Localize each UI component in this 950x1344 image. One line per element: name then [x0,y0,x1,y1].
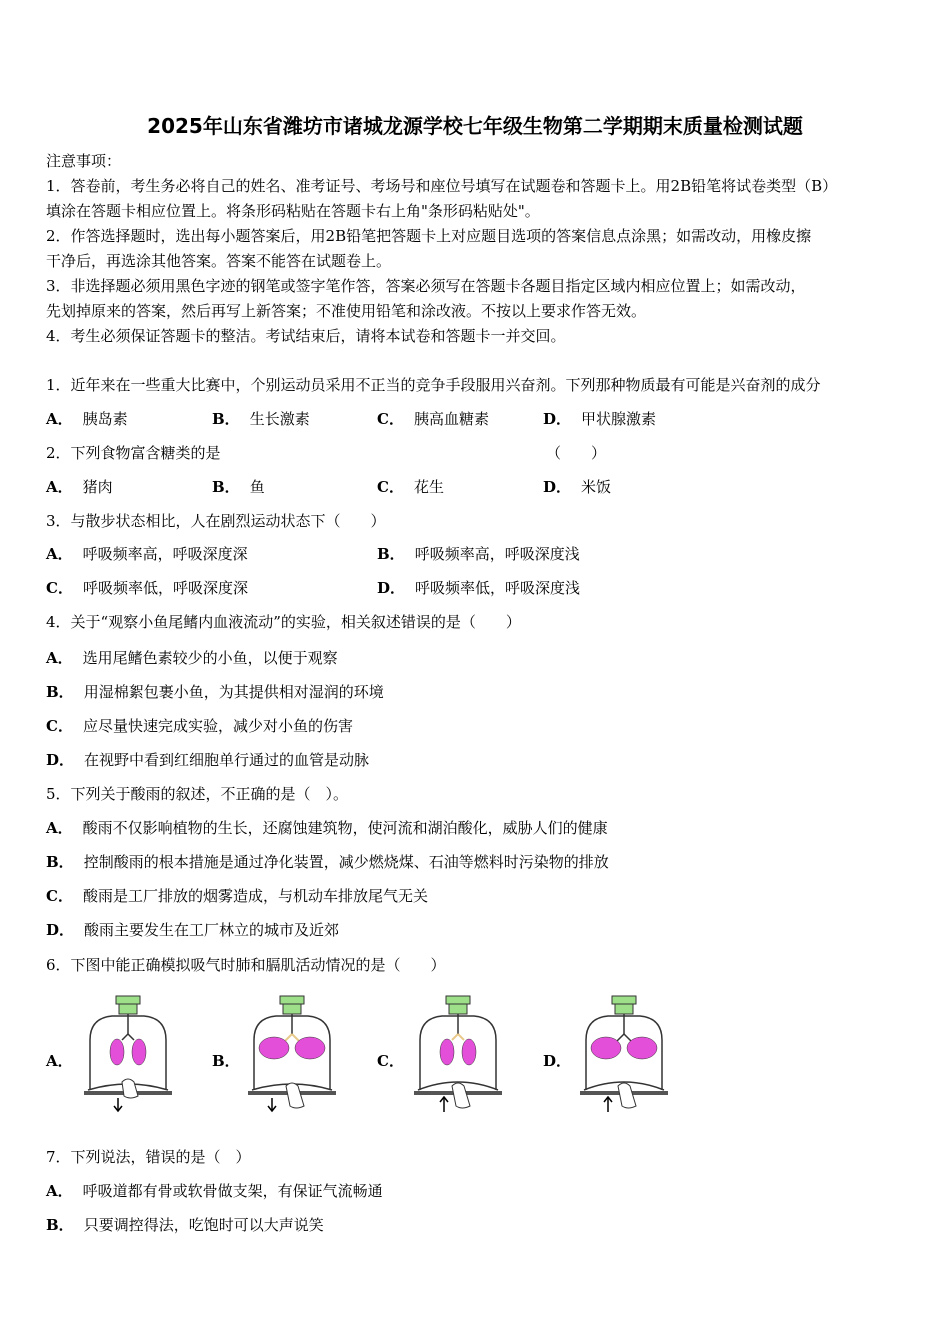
question-2-stem: 2．下列食物富含糖类的是 [46,444,221,462]
question-1-stem: 1．近年来在一些重大比赛中，个别运动员采用不正当的竞争手段服用兴奋剂。下列那种物质最有可能是兴奋剂的成分 [46,376,821,394]
notice-line: 4．考生必须保证答题卡的整洁。考试结束后，请将本试卷和答题卡一并交回。 [46,327,566,345]
bell-jar-lung-model-b [246,990,338,1115]
q1-option-b: B． 生长激素 [212,410,310,428]
q1-option-c: C． 胰高血糖素 [377,410,489,428]
notice-line: 干净后，再选涂其他答案。答案不能答在试题卷上。 [46,252,392,270]
q6-figure-label-d: D． [543,1052,572,1070]
q4-option-c: C． 应尽量快速完成实验，减少对小鱼的伤害 [46,717,353,735]
q1-option-a: A． 胰岛素 [46,410,128,428]
q3-option-c: C． 呼吸频率低，呼吸深度深 [46,579,248,597]
notice-heading: 注意事项： [46,152,122,170]
question-7-stem: 7．下列说法，错误的是（ ） [46,1148,251,1166]
q2-option-c: C． 花生 [377,478,444,496]
question-3-stem: 3．与散步状态相比，人在剧烈运动状态下（ ） [46,512,386,530]
q5-option-c: C． 酸雨是工厂排放的烟雾造成，与机动车排放尾气无关 [46,887,428,905]
q3-option-d: D． 呼吸频率低，呼吸深度浅 [377,579,581,597]
notice-line: 2．作答选择题时，选出每小题答案后，用2B铅笔把答题卡上对应题目选项的答案信息点涂黑；如需改动，用橡皮擦 [46,227,812,245]
q7-option-a: A． 呼吸道都有骨或软骨做支架，有保证气流畅通 [46,1182,383,1200]
q3-option-b: B． 呼吸频率高，呼吸深度浅 [377,545,580,563]
q4-option-a: A． 选用尾鳍色素较少的小鱼，以便于观察 [46,649,338,667]
question-6-stem: 6．下图中能正确模拟吸气时肺和膈肌活动情况的是（ ） [46,956,446,974]
q5-option-a: A． 酸雨不仅影响植物的生长，还腐蚀建筑物，使河流和湖泊酸化，威胁人们的健康 [46,819,608,837]
bell-jar-lung-model-a [82,990,174,1115]
q6-figure-label-a: A． [46,1052,73,1070]
q4-option-b: B． 用湿棉絮包裹小鱼，为其提供相对湿润的环境 [46,683,384,701]
q1-option-d: D． 甲状腺激素 [543,410,657,428]
q3-option-a: A． 呼吸频率高，呼吸深度深 [46,545,248,563]
question-4-stem: 4．关于“观察小鱼尾鳍内血液流动”的实验，相关叙述错误的是（ ） [46,613,521,631]
page-title: 2025年山东省潍坊市诸城龙源学校七年级生物第二学期期末质量检测试题 [147,114,803,138]
q4-option-d: D． 在视野中看到红细胞单行通过的血管是动脉 [46,751,370,769]
q5-option-d: D． 酸雨主要发生在工厂林立的城市及近郊 [46,921,340,939]
bell-jar-lung-model-d [578,990,670,1115]
notice-line: 1．答卷前，考生务必将自己的姓名、准考证号、考场号和座位号填写在试题卷和答题卡上。用2B铅笔将试卷类型（B） [46,177,838,195]
q5-option-b: B． 控制酸雨的根本措施是通过净化装置，减少燃烧煤、石油等燃料时污染物的排放 [46,853,609,871]
q6-figure-label-b: B． [212,1052,240,1070]
notice-line: 填涂在答题卡相应位置上。将条形码粘贴在答题卡右上角"条形码粘贴处"。 [46,202,540,220]
notice-line: 先划掉原来的答案，然后再写上新答案；不准使用铅笔和涂改液。不按以上要求作答无效。 [46,302,647,320]
q7-option-b: B． 只要调控得法，吃饱时可以大声说笑 [46,1216,324,1234]
q6-figure-label-c: C． [377,1052,404,1070]
q2-answer-paren: （ ） [546,444,607,462]
q2-option-d: D． 米饭 [543,478,612,496]
question-5-stem: 5．下列关于酸雨的叙述，不正确的是（ ）。 [46,785,349,803]
q2-option-a: A． 猪肉 [46,478,113,496]
notice-line: 3．非选择题必须用黑色字迹的钢笔或签字笔作答，答案必须写在答题卡各题目指定区域内相应位置上；如需改动， [46,277,806,295]
bell-jar-lung-model-c [412,990,504,1115]
q2-option-b: B． 鱼 [212,478,265,496]
